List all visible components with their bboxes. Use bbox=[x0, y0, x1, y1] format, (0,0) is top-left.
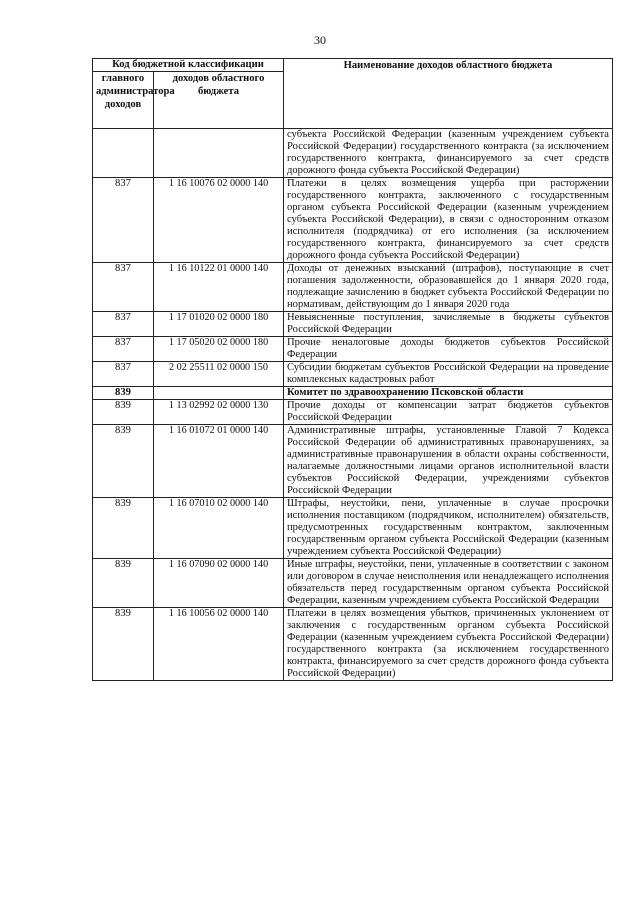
budget-classification-table bbox=[92, 58, 613, 681]
revenue-code-cell: 1 13 02992 02 0000 130 bbox=[154, 400, 284, 425]
table-row bbox=[93, 608, 613, 681]
revenue-code-cell: 1 16 10056 02 0000 140 bbox=[154, 608, 284, 681]
header-revenue-name: Наименование доходов областного бюджета bbox=[284, 59, 613, 129]
revenue-code-cell: 1 16 10076 02 0000 140 bbox=[154, 178, 284, 263]
revenue-name-cell: Платежи в целях возмещения ущерба при расторжении государственного контракта, заключенного с государственным органом субъекта Российской Федерации (казенным учреждением субъекта Российской Федерации), в связи с односторонним отказом исполнителя (подрядчика) от его исполнения (за исключением государственного контракта, финансируемого за счет средств дорожного фонда субъекта Российской Федерации) bbox=[284, 178, 613, 263]
admin-code-cell: 837 bbox=[93, 362, 154, 387]
revenue-name-cell: Иные штрафы, неустойки, пени, уплаченные в соответствии с законом или договором в случае неисполнения или ненадлежащего исполнения обязательств перед государственным органом субъекта Российской Федерации, казенным учреждением субъекта Российской Федерации bbox=[284, 559, 613, 608]
header-row-group bbox=[93, 59, 613, 72]
revenue-code-cell: 1 16 10122 01 0000 140 bbox=[154, 263, 284, 312]
revenue-code-cell: 1 17 05020 02 0000 180 bbox=[154, 337, 284, 362]
revenue-name-cell: Штрафы, неустойки, пени, уплаченные в случае просрочки исполнения поставщиком (подрядчиком, исполнителем) обязательств, предусмотренных государственным контрактом, заключенным государственным органом субъекта Российской Федерации (казенным учреждением субъекта Российской Федерации) bbox=[284, 498, 613, 559]
table-row bbox=[93, 129, 613, 178]
admin-code-cell: 839 bbox=[93, 400, 154, 425]
revenue-code-cell: 1 16 07090 02 0000 140 bbox=[154, 559, 284, 608]
admin-code-cell: 837 bbox=[93, 337, 154, 362]
admin-code-cell: 839 bbox=[93, 498, 154, 559]
admin-code-cell: 839 bbox=[93, 559, 154, 608]
admin-code-cell: 839 bbox=[93, 387, 154, 400]
table-row bbox=[93, 400, 613, 425]
revenue-name-cell: Невыясненные поступления, зачисляемые в бюджеты субъектов Российской Федерации bbox=[284, 312, 613, 337]
revenue-code-cell: 1 17 01020 02 0000 180 bbox=[154, 312, 284, 337]
admin-code-cell: 839 bbox=[93, 608, 154, 681]
revenue-code-cell: 1 16 01072 01 0000 140 bbox=[154, 425, 284, 498]
admin-code-cell: 839 bbox=[93, 425, 154, 498]
admin-code-cell bbox=[93, 129, 154, 178]
table-row bbox=[93, 312, 613, 337]
revenue-name-cell: Доходы от денежных взысканий (штрафов), поступающие в счет погашения задолженности, образовавшейся до 1 января 2020 года, подлежащие зачислению в бюджет субъекта Российской Федерации по нормативам, действующим до 1 января 2020 года bbox=[284, 263, 613, 312]
table-row bbox=[93, 498, 613, 559]
header-main-administrator: главного администратора доходов bbox=[93, 72, 154, 129]
table-row bbox=[93, 178, 613, 263]
table-row bbox=[93, 337, 613, 362]
admin-code-cell: 837 bbox=[93, 312, 154, 337]
revenue-name-cell: субъекта Российской Федерации (казенным учреждением субъекта Российской Федерации) государственного контракта (за исключением государственного контракта, финансируемого за счет средств дорожного фонда субъекта Российской Федерации) bbox=[284, 129, 613, 178]
revenue-name-cell: Субсидии бюджетам субъектов Российской Федерации на проведение комплексных кадастровых работ bbox=[284, 362, 613, 387]
revenue-name-cell: Административные штрафы, установленные Главой 7 Кодекса Российской Федерации об административных правонарушениях, за административные правонарушения в области охраны собственности, налагаемые должностными лицами органов исполнительной власти субъектов Российской Федерации, учреждениями субъектов Российской Федерации bbox=[284, 425, 613, 498]
revenue-code-cell: 2 02 25511 02 0000 150 bbox=[154, 362, 284, 387]
table-row bbox=[93, 263, 613, 312]
revenue-code-cell bbox=[154, 129, 284, 178]
table-row bbox=[93, 425, 613, 498]
section-row bbox=[93, 387, 613, 400]
page-number: 30 bbox=[314, 33, 326, 47]
table-row bbox=[93, 559, 613, 608]
header-classification-code: Код бюджетной классификации bbox=[93, 59, 284, 72]
admin-code-cell: 837 bbox=[93, 263, 154, 312]
header-revenue-code: доходов областного бюджета bbox=[154, 72, 284, 129]
revenue-code-cell: 1 16 07010 02 0000 140 bbox=[154, 498, 284, 559]
table-row bbox=[93, 362, 613, 387]
revenue-name-cell: Прочие неналоговые доходы бюджетов субъектов Российской Федерации bbox=[284, 337, 613, 362]
revenue-name-cell: Комитет по здравоохранению Псковской области bbox=[284, 387, 613, 400]
revenue-name-cell: Прочие доходы от компенсации затрат бюджетов субъектов Российской Федерации bbox=[284, 400, 613, 425]
revenue-name-cell: Платежи в целях возмещения убытков, причиненных уклонением от заключения с государственным органом субъекта Российской Федерации (казенным учреждением субъекта Российской Федерации) государственного контракта (за исключением государственного контракта, финансируемого за счет средств дорожного фонда субъекта Российской Федерации) bbox=[284, 608, 613, 681]
revenue-code-cell bbox=[154, 387, 284, 400]
table-body bbox=[93, 129, 613, 681]
admin-code-cell: 837 bbox=[93, 178, 154, 263]
